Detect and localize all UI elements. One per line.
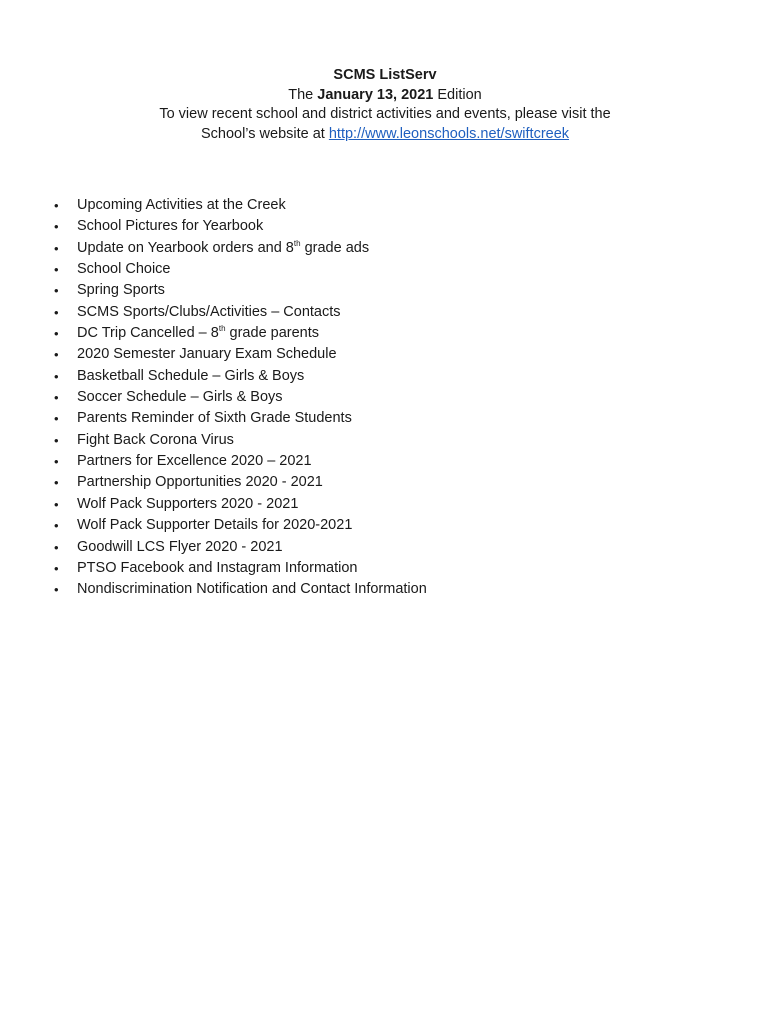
list-item-label: Goodwill LCS Flyer 2020 - 2021 xyxy=(77,538,283,555)
list-item-label: Fight Back Corona Virus xyxy=(77,431,234,448)
list-item xyxy=(54,216,427,237)
list-item xyxy=(54,558,427,579)
list-item-label: School Pictures for Yearbook xyxy=(77,218,264,235)
bullet-icon: • xyxy=(54,304,59,320)
list-item-label: School Choice xyxy=(77,261,171,278)
list-item-label: SCMS Sports/Clubs/Activities – Contacts xyxy=(77,303,341,320)
document-title: SCMS ListServ xyxy=(333,67,437,83)
list-item xyxy=(54,494,427,515)
school-website-link[interactable]: http://www.leonschools.net/swiftcreek xyxy=(328,125,570,142)
bullet-icon: • xyxy=(54,368,59,384)
bullet-icon: • xyxy=(54,326,59,342)
list-item xyxy=(54,537,427,558)
list-item-label xyxy=(77,240,369,256)
list-item xyxy=(54,323,427,344)
bullet-icon: • xyxy=(54,347,59,363)
list-item-label: Wolf Pack Supporter Details for 2020-2021 xyxy=(77,517,353,534)
bullet-icon: • xyxy=(54,432,59,448)
table-of-contents xyxy=(54,195,427,601)
bullet-icon: • xyxy=(54,283,59,299)
edition-suffix: Edition xyxy=(433,86,482,103)
list-item-label: Parents Reminder of Sixth Grade Students xyxy=(77,410,352,427)
list-item xyxy=(54,259,427,280)
bullet-icon: • xyxy=(54,475,59,491)
bullet-icon: • xyxy=(54,411,59,427)
bullet-icon: • xyxy=(54,390,59,406)
list-item xyxy=(54,430,427,451)
bullet-icon: • xyxy=(54,518,59,534)
list-item xyxy=(54,408,427,429)
list-item-text: grade parents xyxy=(225,325,320,342)
list-item xyxy=(54,366,427,387)
intro-line-2-prefix: School’s website at xyxy=(200,125,329,142)
list-item-text: grade ads xyxy=(300,239,370,256)
list-item-label: Soccer Schedule – Girls & Boys xyxy=(77,389,283,406)
bullet-icon: • xyxy=(54,496,59,512)
list-item-label: Basketball Schedule – Girls & Boys xyxy=(77,367,305,384)
document-header xyxy=(0,66,770,144)
ordinal-superscript: th xyxy=(218,324,226,334)
list-item-label xyxy=(77,325,319,341)
list-item-label: Upcoming Activities at the Creek xyxy=(77,197,286,213)
bullet-icon: • xyxy=(54,582,59,598)
list-item-text: Update on Yearbook orders and 8 xyxy=(77,239,294,256)
list-item xyxy=(54,195,427,216)
bullet-icon: • xyxy=(54,262,59,278)
edition-line xyxy=(0,86,770,106)
list-item-label: PTSO Facebook and Instagram Information xyxy=(77,559,358,576)
intro-line-1: To view recent school and district activities and events, please visit the xyxy=(159,106,611,122)
list-item xyxy=(54,579,427,600)
ordinal-superscript: th xyxy=(293,238,301,248)
edition-prefix: The xyxy=(288,86,318,103)
bullet-icon: • xyxy=(54,198,59,213)
bullet-icon: • xyxy=(54,560,59,576)
bullet-icon: • xyxy=(54,219,59,235)
list-item xyxy=(54,387,427,408)
list-item xyxy=(54,472,427,493)
list-item xyxy=(54,302,427,323)
list-item xyxy=(54,344,427,365)
list-item xyxy=(54,451,427,472)
list-item-label: Partnership Opportunities 2020 - 2021 xyxy=(77,474,323,491)
list-item-label: 2020 Semester January Exam Schedule xyxy=(77,346,337,363)
list-item-label: Spring Sports xyxy=(77,282,165,299)
bullet-icon: • xyxy=(54,454,59,470)
edition-date: January 13, 2021 xyxy=(317,86,434,103)
bullet-icon: • xyxy=(54,240,59,256)
list-item-text: DC Trip Cancelled – 8 xyxy=(77,325,219,342)
list-item xyxy=(54,238,427,259)
bullet-icon: • xyxy=(54,539,59,555)
intro-line-2 xyxy=(0,125,770,145)
list-item-label: Partners for Excellence 2020 – 2021 xyxy=(77,453,312,470)
list-item-label: Wolf Pack Supporters 2020 - 2021 xyxy=(77,495,299,512)
list-item xyxy=(54,515,427,536)
list-item xyxy=(54,280,427,301)
list-item-label: Nondiscrimination Notification and Contact Information xyxy=(77,581,427,598)
